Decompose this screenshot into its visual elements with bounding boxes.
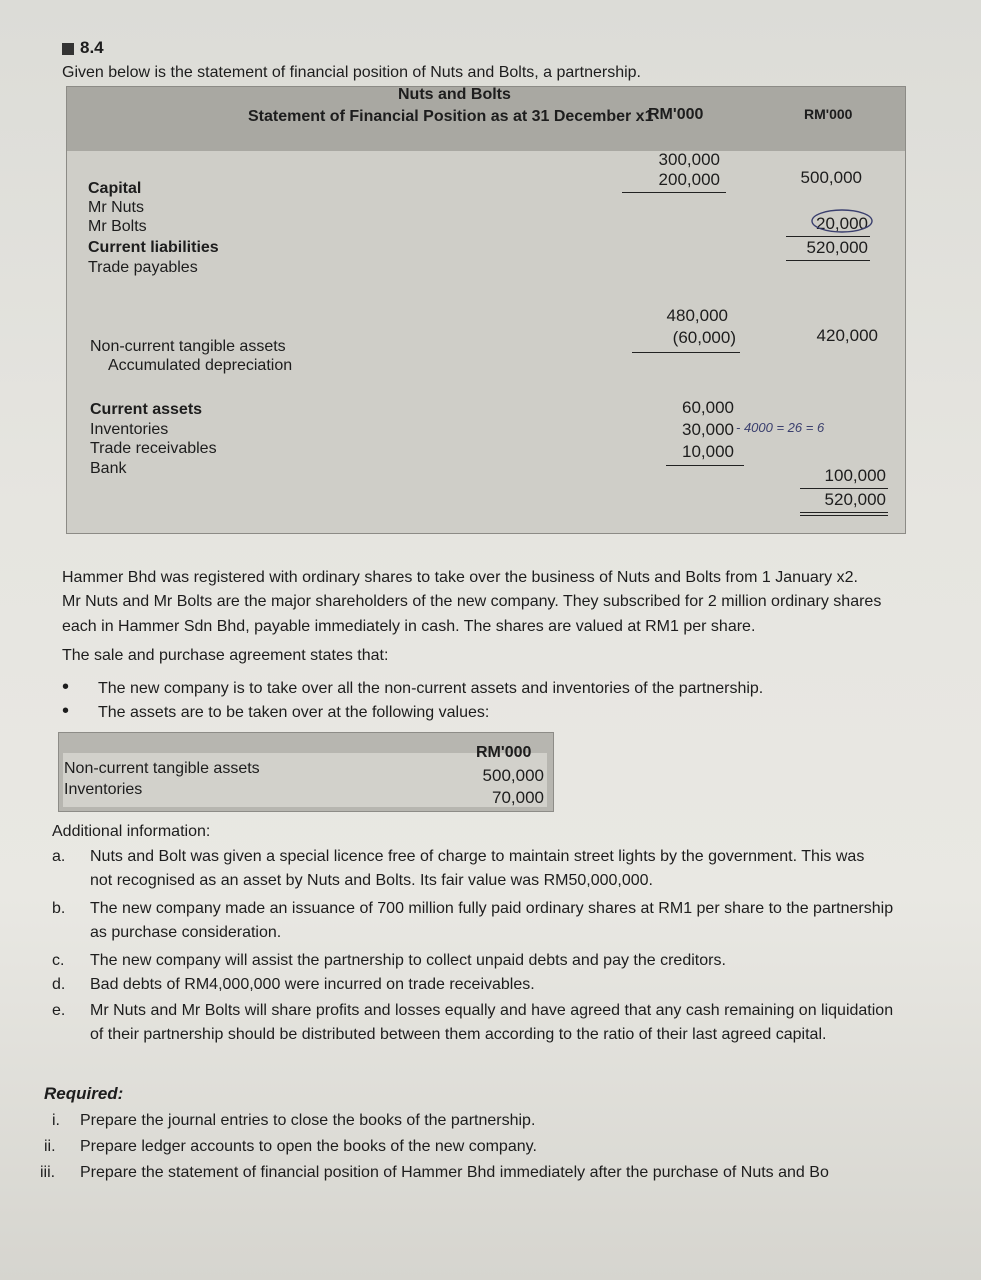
rule [632,352,740,353]
paragraph-1-line-3: each in Hammer Sdn Bhd, payable immediately in cash. The shares are valued at RM1 per share. [62,618,756,635]
item-d-letter: d. [52,976,66,993]
column-header-1: RM'000 [648,106,704,123]
item-d-line-1: Bad debts of RM4,000,000 were incurred on trade receivables. [90,976,535,993]
item-b-line-2: as purchase consideration. [90,924,282,941]
rule [666,465,744,466]
nca-total: 420,000 [816,326,878,345]
paragraph-2: The sale and purchase agreement states that: [62,647,389,664]
nca-label: Non-current tangible assets [90,338,286,355]
capital-heading: Capital [88,180,142,197]
values-nca-label: Non-current tangible assets [64,760,260,777]
required-iii-text: Prepare the statement of financial position of Hammer Bhd immediately after the purchase of Nuts and Bo [80,1164,829,1181]
handwritten-circle-mark [808,206,878,236]
item-a-letter: a. [52,848,66,865]
grand-total: 520,000 [824,490,886,509]
capital-bolts-value: 200,000 [658,170,720,189]
values-inventories-label: Inventories [64,781,143,798]
item-e-letter: e. [52,1002,66,1019]
acc-dep-value: (60,000) [672,328,736,347]
double-rule [800,515,888,516]
trade-payables-label: Trade payables [88,259,198,276]
item-b-letter: b. [52,900,66,917]
bank-value: 10,000 [682,442,734,461]
additional-heading: Additional information: [52,823,211,840]
question-intro: Given below is the statement of financial position of Nuts and Bolts, a partnership. [62,64,641,81]
rule [786,260,870,261]
bullet-item-2: • The assets are to be taken over at the following values: [62,700,489,723]
column-header-2: RM'000 [804,106,853,122]
rule [786,236,870,237]
liabilities-total: 520,000 [806,238,868,257]
statement-box [66,86,906,534]
capital-nuts-value: 300,000 [658,150,720,169]
rule [622,192,726,193]
required-ii-text: Prepare ledger accounts to open the books of the new company. [80,1138,537,1155]
values-table-header: RM'000 [476,744,532,761]
paragraph-1-line-1: Hammer Bhd was registered with ordinary shares to take over the business of Nuts and Bolts from 1 January x2. [62,569,858,586]
trade-receivables-label: Trade receivables [90,440,217,457]
item-a-line-2: not recognised as an asset by Nuts and Bolts. Its fair value was RM50,000,000. [90,872,653,889]
item-e-line-2: of their partnership should be distributed between them according to the ratio of their last agreed capital. [90,1026,827,1043]
item-a-line-1: Nuts and Bolt was given a special licence free of charge to maintain street lights by the government. This was [90,848,865,865]
item-e-line-1: Mr Nuts and Mr Bolts will share profits and losses equally and have agreed that any cash remaining on liquidation [90,1002,894,1019]
capital-total: 500,000 [800,168,862,187]
rule [800,488,888,489]
trade-receivables-value: 30,000 [682,420,734,439]
bank-label: Bank [90,460,127,477]
square-bullet-icon [62,43,74,55]
inventories-label: Inventories [90,421,169,438]
item-b-line-1: The new company made an issuance of 700 million fully paid ordinary shares at RM1 per share to the partnership [90,900,894,917]
capital-bolts-label: Mr Bolts [88,218,147,235]
required-heading: Required: [44,1084,124,1103]
statement-title: Statement of Financial Position as at 31 December x1 [248,108,654,125]
inventories-value: 60,000 [682,398,734,417]
paragraph-1-line-2: Mr Nuts and Mr Bolts are the major shareholders of the new company. They subscribed for 2 million ordinary shares [62,593,882,610]
item-c-line-1: The new company will assist the partnership to collect unpaid debts and pay the creditors. [90,952,726,969]
required-i-num: i. [52,1112,60,1129]
acc-dep-label: Accumulated depreciation [108,357,293,374]
nca-value: 480,000 [666,306,728,325]
trade-payables-value: 20,000 [816,214,868,233]
current-assets-heading: Current assets [90,401,203,418]
current-liabilities-heading: Current liabilities [88,239,219,256]
question-number: 8.4 [62,38,104,58]
statement-company: Nuts and Bolts [398,86,511,103]
bullet-item-1: • The new company is to take over all the non-current assets and inventories of the partnership. [62,676,763,699]
required-iii-num: iii. [40,1164,56,1181]
handwritten-note: - 4000 = 26 = 6 [736,420,825,435]
item-c-letter: c. [52,952,65,969]
rule [800,512,888,513]
required-ii-num: ii. [44,1138,56,1155]
required-i-text: Prepare the journal entries to close the books of the partnership. [80,1112,536,1129]
capital-nuts-label: Mr Nuts [88,199,144,216]
values-nca-value: 500,000 [482,766,544,785]
current-assets-total: 100,000 [824,466,886,485]
values-inventories-value: 70,000 [492,788,544,807]
